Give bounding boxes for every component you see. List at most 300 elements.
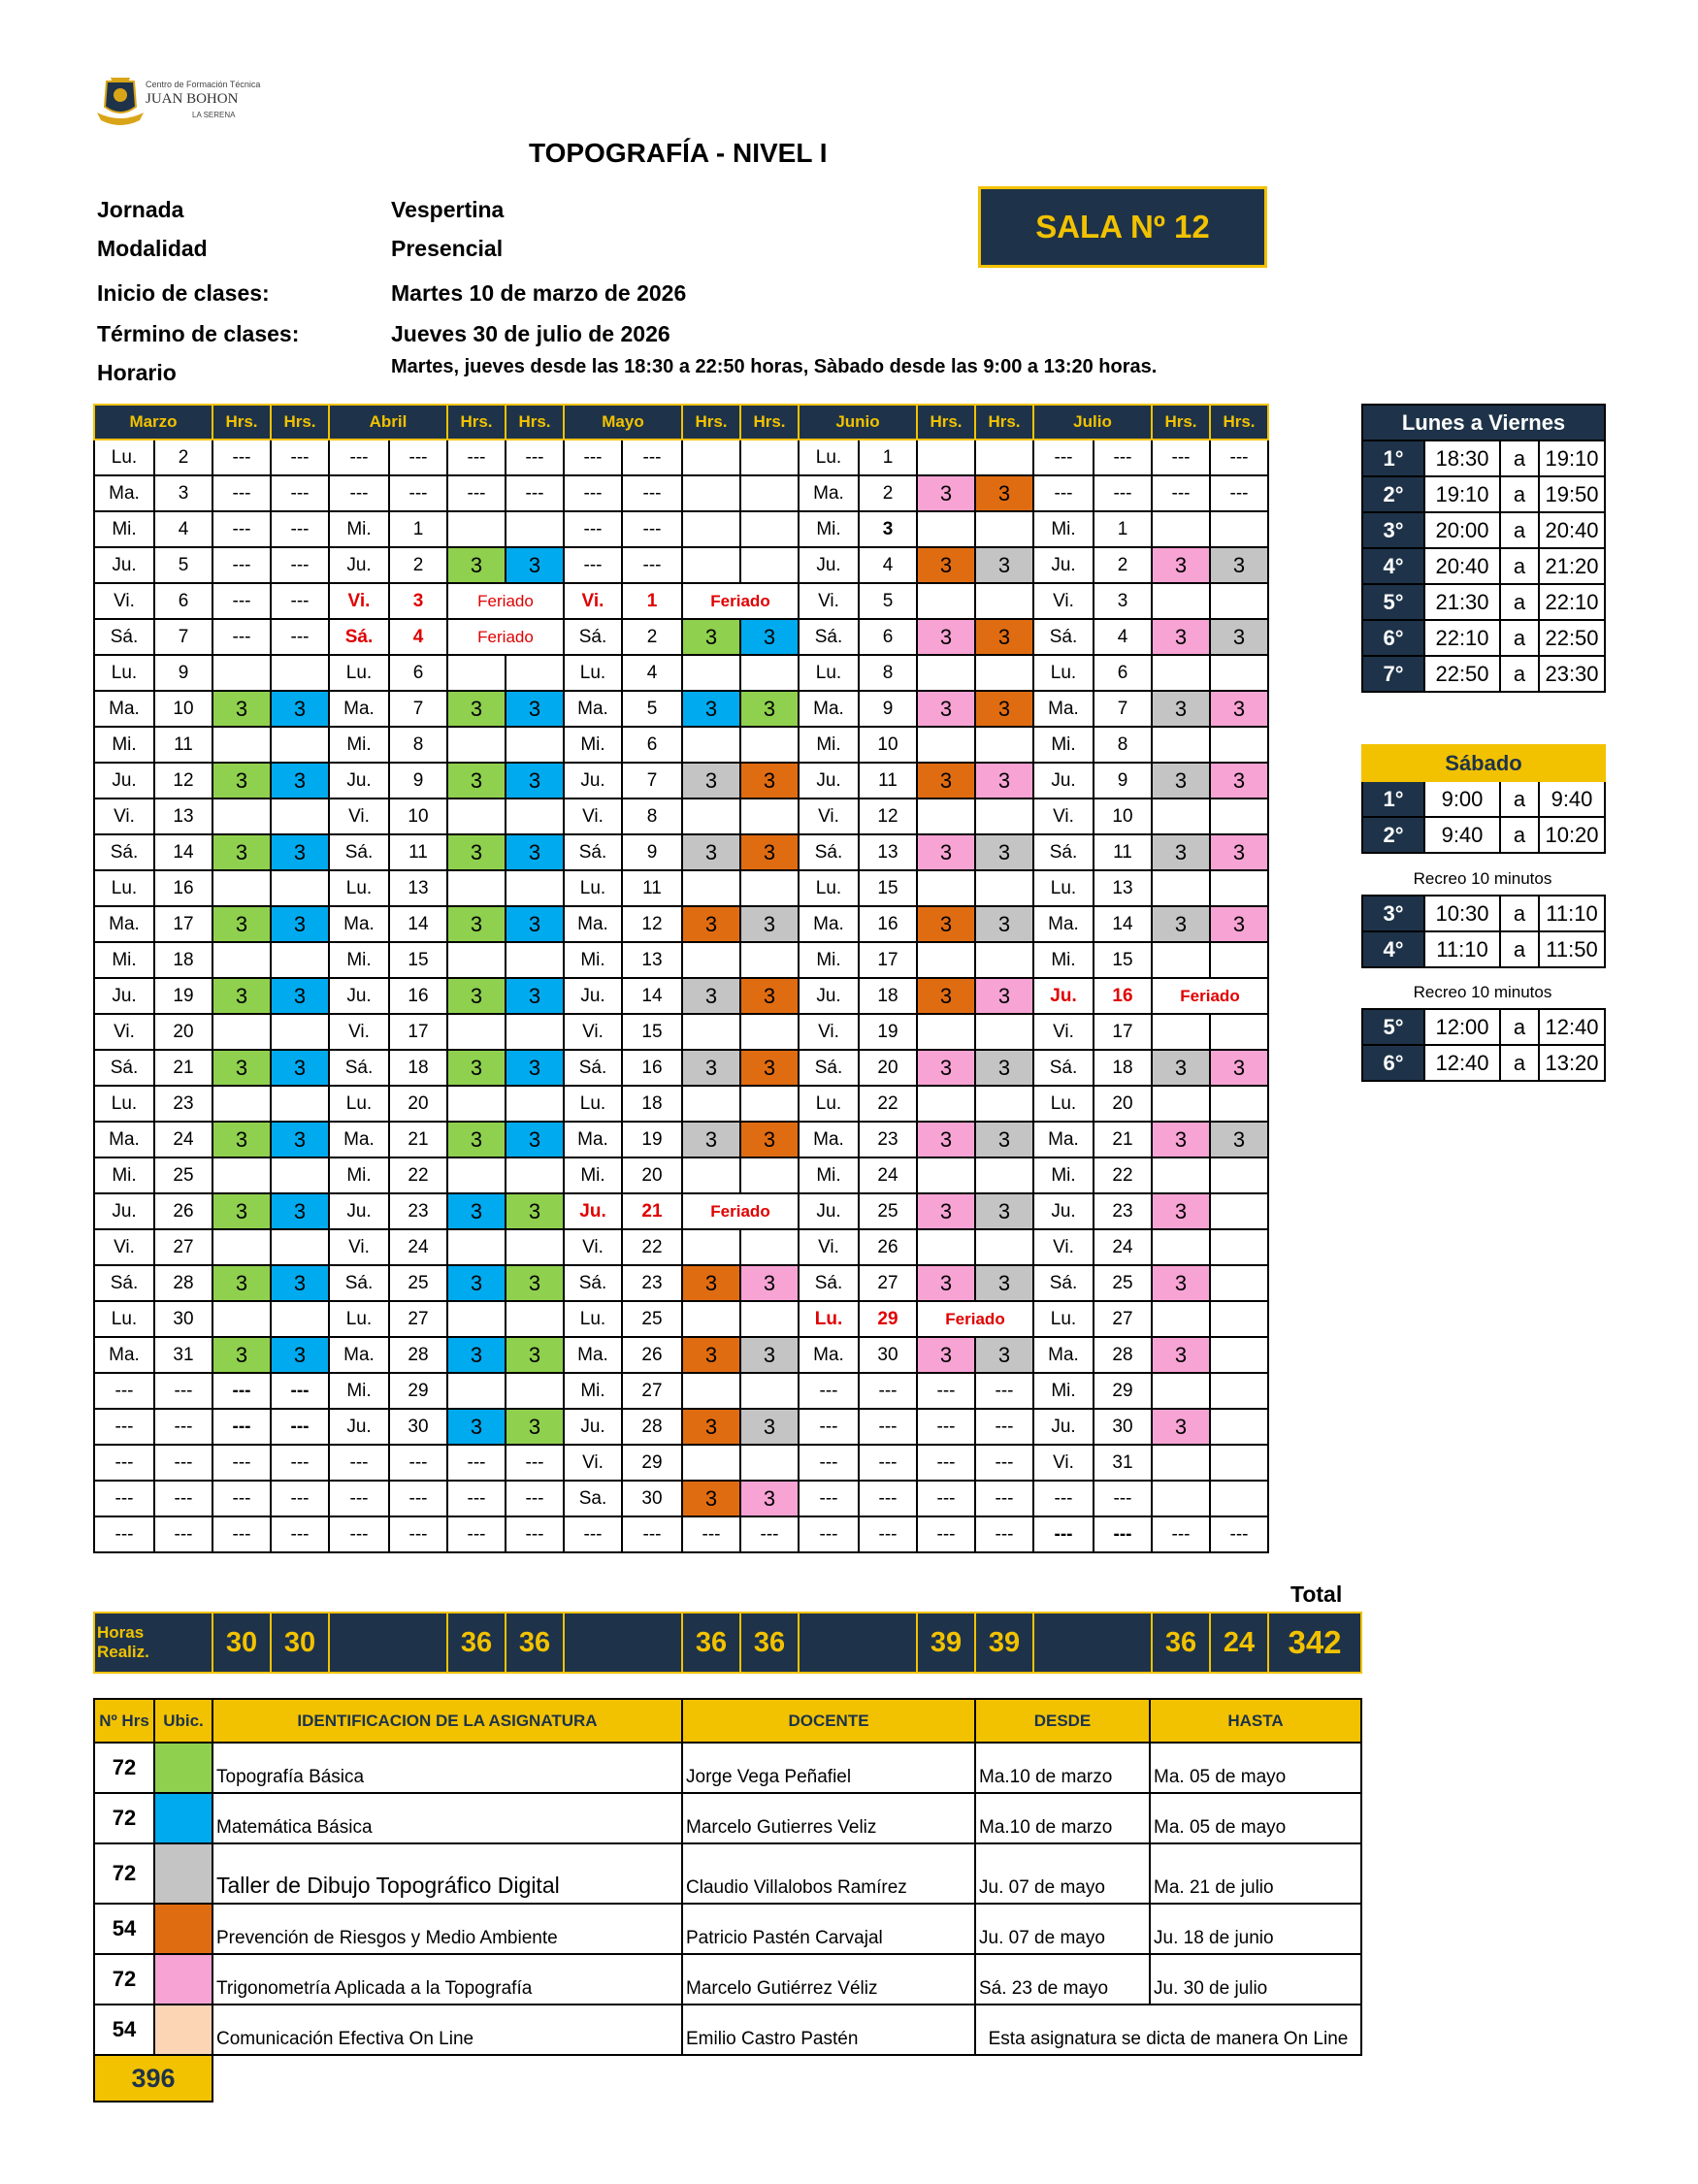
calendar-cell <box>917 1014 975 1050</box>
weekday-schedule-table <box>1361 404 1606 693</box>
calendar-cell <box>447 1014 506 1050</box>
recreo-note-2: Recreo 10 minutos <box>1413 983 1552 1001</box>
calendar-cell: 26 <box>859 1229 917 1265</box>
schedule-row <box>1362 440 1605 476</box>
calendar-cell <box>1210 655 1268 691</box>
class-hours-cell: 3 <box>271 1193 329 1229</box>
calendar-cell: Sá. <box>1033 834 1094 870</box>
class-hours-cell: 3 <box>975 619 1033 655</box>
hrs-header: Hrs. <box>1210 405 1268 440</box>
calendar-cell <box>1152 1373 1210 1409</box>
calendar-cell: Ma. <box>799 691 859 727</box>
calendar-cell <box>447 870 506 906</box>
calendar-cell: --- <box>154 1516 212 1552</box>
calendar-cell: Lu. <box>799 1086 859 1122</box>
calendar-cell: Vi. <box>1033 1445 1094 1481</box>
class-hours-cell: 3 <box>740 1122 799 1157</box>
class-hours-cell: 3 <box>740 978 799 1014</box>
saturday-schedule-block2 <box>1361 895 1606 968</box>
calendar-cell: Mi. <box>799 942 859 978</box>
calendar-cell: Vi. <box>799 799 859 834</box>
subject-color-swatch <box>154 1904 212 1954</box>
calendar-cell: 21 <box>622 1193 682 1229</box>
calendar-cell: Lu. <box>1033 1086 1094 1122</box>
page-title: TOPOGRAFÍA - NIVEL I <box>529 138 828 168</box>
period-time: 22:10 <box>1424 620 1500 656</box>
calendar-cell: Ma. <box>564 1122 622 1157</box>
subject-name: Topografía Básica <box>212 1743 682 1793</box>
recreo-note-1: Recreo 10 minutos <box>1413 869 1552 888</box>
calendar-cell <box>682 799 740 834</box>
hrs-header: Hrs. <box>1152 405 1210 440</box>
subjects-total-row <box>94 2055 1361 2102</box>
calendar-cell <box>975 511 1033 547</box>
class-hours-cell: 3 <box>740 1050 799 1086</box>
class-hours-cell: 3 <box>447 763 506 799</box>
class-hours-cell: 3 <box>682 1122 740 1157</box>
calendar-cell <box>682 475 740 511</box>
class-hours-cell: 3 <box>1152 1193 1210 1229</box>
schedule-row <box>1362 656 1605 692</box>
hours-label-line2: Realiz. <box>97 1643 149 1661</box>
calendar-cell: 12 <box>622 906 682 942</box>
calendar-cell: Mi. <box>799 727 859 763</box>
col-header-from: DESDE <box>975 1699 1150 1743</box>
calendar-cell <box>682 547 740 583</box>
calendar-cell: --- <box>564 547 622 583</box>
subject-row <box>94 1743 1361 1793</box>
calendar-cell: --- <box>329 1516 389 1552</box>
subject-hours: 72 <box>94 1793 154 1843</box>
class-hours-cell: 3 <box>975 475 1033 511</box>
calendar-cell <box>1210 1373 1268 1409</box>
class-hours-cell: 3 <box>447 1409 506 1445</box>
calendar-cell: 11 <box>389 834 447 870</box>
class-hours-cell: 3 <box>917 1193 975 1229</box>
calendar-cell: 2 <box>389 547 447 583</box>
calendar-cell: --- <box>271 511 329 547</box>
class-hours-cell: 3 <box>506 978 564 1014</box>
calendar-cell <box>682 942 740 978</box>
calendar-cell: Ma. <box>799 475 859 511</box>
calendar-cell: 31 <box>154 1337 212 1373</box>
class-hours-cell: 3 <box>447 906 506 942</box>
calendar-cell: 18 <box>154 942 212 978</box>
calendar-cell: Mi. <box>94 1157 154 1193</box>
calendar-cell <box>271 727 329 763</box>
calendar-cell: --- <box>1152 440 1210 475</box>
calendar-cell <box>917 440 975 475</box>
calendar-cell: 29 <box>1094 1373 1152 1409</box>
calendar-cell: Vi. <box>799 1229 859 1265</box>
calendar-cell: Ju. <box>1033 1409 1094 1445</box>
class-hours-cell: 3 <box>506 1337 564 1373</box>
calendar-cell: 3 <box>154 475 212 511</box>
calendar-cell: 6 <box>622 727 682 763</box>
calendar-cell: Mi. <box>1033 1157 1094 1193</box>
separator: a <box>1500 896 1539 931</box>
calendar-cell: Ma. <box>799 1122 859 1157</box>
calendar-cell: --- <box>447 1445 506 1481</box>
schedule-row <box>1362 781 1605 817</box>
class-hours-cell: 3 <box>740 1481 799 1516</box>
calendar-cell: --- <box>389 1445 447 1481</box>
period-time: 12:40 <box>1539 1009 1605 1045</box>
calendar-cell: Lu. <box>329 870 389 906</box>
class-hours-cell: 3 <box>506 1193 564 1229</box>
calendar-cell: --- <box>799 1481 859 1516</box>
class-hours-cell: 3 <box>682 1409 740 1445</box>
calendar-row <box>94 1265 1268 1301</box>
hours-spacer <box>329 1613 447 1673</box>
saturday-schedule-block3 <box>1361 1008 1606 1082</box>
calendar-cell: 10 <box>1094 799 1152 834</box>
class-hours-cell: 3 <box>447 1265 506 1301</box>
calendar-cell: 22 <box>389 1157 447 1193</box>
calendar-cell: 9 <box>859 691 917 727</box>
period-number: 5° <box>1362 584 1424 620</box>
period-number: 6° <box>1362 620 1424 656</box>
calendar-cell: 5 <box>859 583 917 619</box>
calendar-cell <box>1210 1229 1268 1265</box>
class-hours-cell: 3 <box>682 619 740 655</box>
calendar-cell: 28 <box>389 1337 447 1373</box>
calendar-cell: --- <box>447 475 506 511</box>
calendar-cell: Mi. <box>564 1157 622 1193</box>
calendar-row <box>94 1409 1268 1445</box>
class-hours-cell: 3 <box>740 906 799 942</box>
calendar-cell: --- <box>859 1481 917 1516</box>
calendar-cell: 27 <box>389 1301 447 1337</box>
class-hours-cell: 3 <box>212 906 271 942</box>
calendar-cell: Mi. <box>1033 1373 1094 1409</box>
period-time: 22:50 <box>1539 620 1605 656</box>
calendar-cell: 21 <box>1094 1122 1152 1157</box>
class-hours-cell: 3 <box>740 1265 799 1301</box>
calendar-cell: --- <box>212 511 271 547</box>
calendar-cell: 10 <box>154 691 212 727</box>
calendar-cell <box>1152 1301 1210 1337</box>
calendar-cell <box>682 1086 740 1122</box>
calendar-cell <box>212 1014 271 1050</box>
calendar-cell <box>917 1157 975 1193</box>
calendar-cell: Mi. <box>94 511 154 547</box>
hrs-header: Hrs. <box>447 405 506 440</box>
calendar-cell <box>740 1229 799 1265</box>
calendar-row <box>94 1193 1268 1229</box>
calendar-cell: Vi. <box>564 1445 622 1481</box>
subject-name: Taller de Dibujo Topográfico Digital <box>212 1843 682 1904</box>
calendar-cell <box>682 1373 740 1409</box>
class-hours-cell: 3 <box>506 1265 564 1301</box>
calendar-cell <box>212 1157 271 1193</box>
calendar-cell <box>975 655 1033 691</box>
calendar-cell <box>447 1086 506 1122</box>
calendar-cell <box>506 799 564 834</box>
hours-junio-2: 39 <box>975 1613 1033 1673</box>
subject-to: Ju. 30 de julio <box>1150 1954 1361 2005</box>
calendar-cell <box>975 870 1033 906</box>
calendar-row <box>94 1157 1268 1193</box>
calendar-cell <box>1210 511 1268 547</box>
hours-label <box>94 1613 212 1673</box>
calendar-cell: --- <box>622 1516 682 1552</box>
class-hours-cell: 3 <box>682 691 740 727</box>
separator: a <box>1500 620 1539 656</box>
class-hours-cell: 3 <box>1210 619 1268 655</box>
calendar-cell: 13 <box>389 870 447 906</box>
period-time: 9:40 <box>1424 817 1500 853</box>
calendar-cell: --- <box>917 1481 975 1516</box>
subject-color-swatch <box>154 1743 212 1793</box>
class-hours-cell: 3 <box>271 1265 329 1301</box>
calendar-cell: Ju. <box>329 1409 389 1445</box>
calendar-cell: --- <box>447 1516 506 1552</box>
calendar-cell: 25 <box>859 1193 917 1229</box>
calendar-row <box>94 763 1268 799</box>
hours-label-line1: Horas <box>97 1623 145 1642</box>
calendar-cell <box>271 655 329 691</box>
calendar-cell <box>740 1086 799 1122</box>
calendar-cell: Lu. <box>329 655 389 691</box>
class-hours-cell: 3 <box>682 763 740 799</box>
online-note: Esta asignatura se dicta de manera On Line <box>975 2005 1361 2055</box>
calendar-cell: Lu. <box>1033 1301 1094 1337</box>
class-hours-cell: 3 <box>975 691 1033 727</box>
schedule-row <box>1362 548 1605 584</box>
calendar-cell: 7 <box>154 619 212 655</box>
calendar-cell: Lu. <box>564 655 622 691</box>
calendar-cell: Ma. <box>799 906 859 942</box>
calendar-cell: --- <box>564 511 622 547</box>
calendar-cell <box>212 1086 271 1122</box>
calendar-cell: Sá. <box>564 1050 622 1086</box>
period-time: 23:30 <box>1539 656 1605 692</box>
calendar-cell: --- <box>1033 1516 1094 1552</box>
calendar-cell: Sá. <box>94 1265 154 1301</box>
calendar-cell: Vi. <box>1033 583 1094 619</box>
calendar-cell <box>1210 1193 1268 1229</box>
class-hours-cell: 3 <box>447 1337 506 1373</box>
calendar-row <box>94 1481 1268 1516</box>
calendar-cell: --- <box>94 1481 154 1516</box>
calendar-cell: 16 <box>859 906 917 942</box>
calendar-cell: --- <box>329 440 389 475</box>
calendar-cell <box>975 942 1033 978</box>
subject-hours: 72 <box>94 1954 154 2005</box>
col-header-subject: IDENTIFICACION DE LA ASIGNATURA <box>212 1699 682 1743</box>
logo-line1: Centro de Formación Técnica <box>146 80 261 89</box>
calendar-cell <box>1152 1157 1210 1193</box>
saturday-schedule-title: Sábado <box>1362 745 1605 781</box>
calendar-cell <box>1210 1014 1268 1050</box>
class-hours-cell: 3 <box>682 1050 740 1086</box>
holiday-cell: Feriado <box>682 583 799 619</box>
calendar-row <box>94 906 1268 942</box>
calendar-cell <box>975 799 1033 834</box>
calendar-cell: --- <box>859 1445 917 1481</box>
calendar-cell: 21 <box>389 1122 447 1157</box>
calendar-cell <box>447 727 506 763</box>
calendar-cell: 24 <box>389 1229 447 1265</box>
class-hours-cell: 3 <box>447 834 506 870</box>
subject-color-swatch <box>154 1843 212 1904</box>
calendar-cell: Mi. <box>799 511 859 547</box>
calendar-cell: Ju. <box>799 978 859 1014</box>
calendar-cell: 6 <box>389 655 447 691</box>
calendar-cell: Lu. <box>799 655 859 691</box>
calendar-cell: --- <box>682 1516 740 1552</box>
col-header-hrs: Nº Hrs <box>94 1699 154 1743</box>
room-badge: SALA Nº 12 <box>978 186 1267 268</box>
institution-logo <box>95 74 279 132</box>
calendar-cell: 28 <box>622 1409 682 1445</box>
subject-row <box>94 1793 1361 1843</box>
period-time: 18:30 <box>1424 440 1500 476</box>
calendar-cell: 14 <box>389 906 447 942</box>
calendar-cell: Ju. <box>799 763 859 799</box>
period-time: 13:20 <box>1539 1045 1605 1081</box>
calendar-cell: 20 <box>389 1086 447 1122</box>
calendar-cell: 26 <box>622 1337 682 1373</box>
calendar-cell: Sá. <box>564 619 622 655</box>
subject-name: Trigonometría Aplicada a la Topografía <box>212 1954 682 2005</box>
calendar-cell: Mi. <box>1033 511 1094 547</box>
class-hours-cell: 3 <box>917 763 975 799</box>
calendar-cell: Ma. <box>94 1337 154 1373</box>
calendar-cell: Ma. <box>94 906 154 942</box>
calendar-cell: Sá. <box>329 1265 389 1301</box>
calendar-cell: 6 <box>154 583 212 619</box>
calendar-cell: Sa. <box>564 1481 622 1516</box>
calendar-cell: Ma. <box>329 691 389 727</box>
calendar-cell <box>682 440 740 475</box>
calendar-cell <box>740 870 799 906</box>
calendar-cell: --- <box>94 1445 154 1481</box>
hrs-header: Hrs. <box>975 405 1033 440</box>
class-hours-cell: 3 <box>917 978 975 1014</box>
calendar-cell: Lu. <box>564 1301 622 1337</box>
hours-row <box>93 1612 1362 1674</box>
calendar-cell <box>1152 1229 1210 1265</box>
calendar-cell <box>740 799 799 834</box>
calendar-cell: --- <box>212 440 271 475</box>
jornada-value: Vespertina <box>391 197 505 222</box>
subject-row <box>94 2005 1361 2055</box>
class-hours-cell: 3 <box>447 547 506 583</box>
calendar-cell <box>447 511 506 547</box>
calendar-cell: --- <box>506 1445 564 1481</box>
calendar-cell: Ma. <box>1033 691 1094 727</box>
hours-marzo-2: 30 <box>271 1613 329 1673</box>
calendar-cell <box>447 655 506 691</box>
calendar-cell: 23 <box>622 1265 682 1301</box>
calendar-cell: Vi. <box>564 583 622 619</box>
separator: a <box>1500 440 1539 476</box>
class-hours-cell: 3 <box>1152 1265 1210 1301</box>
period-time: 21:20 <box>1539 548 1605 584</box>
calendar-cell: Ju. <box>329 978 389 1014</box>
separator: a <box>1500 817 1539 853</box>
class-hours-cell: 3 <box>740 619 799 655</box>
class-hours-cell: 3 <box>917 619 975 655</box>
period-time: 19:50 <box>1539 476 1605 512</box>
calendar-cell <box>975 727 1033 763</box>
calendar-row <box>94 583 1268 619</box>
class-hours-cell: 3 <box>975 978 1033 1014</box>
calendar-cell <box>975 440 1033 475</box>
class-hours-cell: 3 <box>212 834 271 870</box>
calendar-cell: Vi. <box>1033 1229 1094 1265</box>
period-number: 5° <box>1362 1009 1424 1045</box>
schedule-row <box>1362 931 1605 967</box>
calendar-cell: --- <box>212 1373 271 1409</box>
calendar-cell <box>1210 1157 1268 1193</box>
calendar-cell: --- <box>506 440 564 475</box>
calendar-cell <box>975 583 1033 619</box>
class-hours-cell: 3 <box>682 1265 740 1301</box>
calendar-cell: Sá. <box>94 1050 154 1086</box>
calendar-cell: 3 <box>389 583 447 619</box>
calendar-cell <box>682 1157 740 1193</box>
calendar-cell: 4 <box>1094 619 1152 655</box>
calendar-cell: 19 <box>154 978 212 1014</box>
class-hours-cell: 3 <box>1152 906 1210 942</box>
calendar-cell: Ma. <box>1033 1337 1094 1373</box>
calendar-cell: 1 <box>859 440 917 475</box>
calendar-cell: Mi. <box>564 942 622 978</box>
class-hours-cell: 3 <box>212 978 271 1014</box>
calendar-cell: 7 <box>389 691 447 727</box>
calendar-cell: --- <box>447 440 506 475</box>
calendar-cell <box>682 727 740 763</box>
calendar-cell: Ma. <box>1033 1122 1094 1157</box>
calendar-cell: --- <box>94 1516 154 1552</box>
class-hours-cell: 3 <box>1210 547 1268 583</box>
hours-spacer <box>564 1613 682 1673</box>
calendar-cell: Ju. <box>94 763 154 799</box>
calendar-cell: Ju. <box>799 1193 859 1229</box>
calendar-cell: Vi. <box>94 799 154 834</box>
separator: a <box>1500 476 1539 512</box>
class-hours-cell: 3 <box>975 1265 1033 1301</box>
period-time: 11:10 <box>1539 896 1605 931</box>
calendar-cell: --- <box>1094 1516 1152 1552</box>
separator: a <box>1500 1045 1539 1081</box>
calendar-cell: --- <box>212 1481 271 1516</box>
calendar-cell <box>212 799 271 834</box>
calendar-cell: Ma. <box>799 1337 859 1373</box>
calendar-cell: Sá. <box>329 834 389 870</box>
calendar-cell: 15 <box>859 870 917 906</box>
hours-mayo-2: 36 <box>740 1613 799 1673</box>
calendar-row <box>94 1050 1268 1086</box>
calendar-cell: Ma. <box>329 906 389 942</box>
calendar-cell: --- <box>154 1373 212 1409</box>
calendar-cell: 7 <box>622 763 682 799</box>
calendar-cell: Vi. <box>799 1014 859 1050</box>
calendar-cell <box>1152 1086 1210 1122</box>
calendar-cell: 6 <box>1094 655 1152 691</box>
subject-name: Prevención de Riesgos y Medio Ambiente <box>212 1904 682 1954</box>
calendar-cell <box>506 1086 564 1122</box>
period-number: 7° <box>1362 656 1424 692</box>
class-hours-cell: 3 <box>506 691 564 727</box>
calendar-cell: --- <box>329 475 389 511</box>
calendar-cell <box>740 511 799 547</box>
period-time: 11:10 <box>1424 931 1500 967</box>
class-hours-cell: 3 <box>506 1409 564 1445</box>
